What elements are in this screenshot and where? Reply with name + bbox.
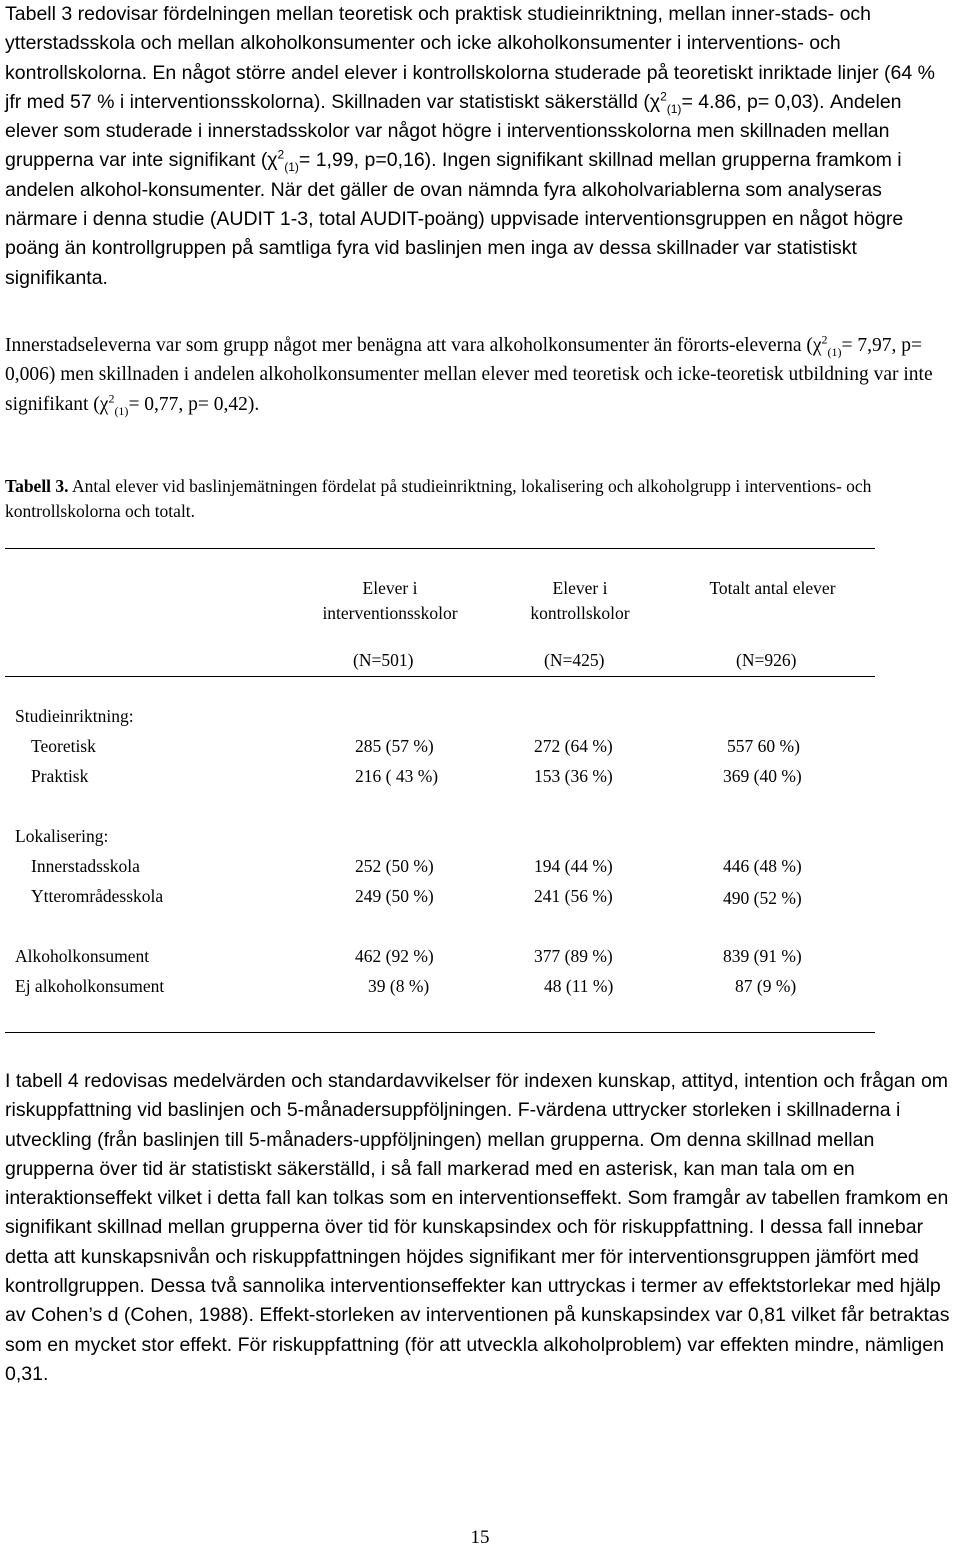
column-header-total bbox=[680, 576, 865, 601]
row-label: Alkoholkonsument bbox=[15, 946, 150, 966]
degrees-of-freedom-subscript: (1) bbox=[666, 101, 682, 116]
table-cell: 249 (50 %) bbox=[355, 886, 434, 906]
degrees-of-freedom-subscript: (1) bbox=[827, 344, 842, 359]
table-cell: 369 (40 %) bbox=[723, 766, 802, 786]
paragraph-1-text-b: = 4.86, p= 0,03). Andelen elever som studerade i innerstadsskolor var något högre i interventionsskolorna men skillnaden mellan grupperna var inte signifikant (χ bbox=[5, 90, 902, 172]
table-bottom-rule bbox=[5, 1032, 875, 1033]
section-title-study-orientation: Studieinriktning: bbox=[15, 706, 134, 726]
column-n-total: (N=926) bbox=[736, 650, 797, 670]
chi-square-superscript: 2 bbox=[660, 89, 667, 104]
paragraph-1-text-a: Tabell 3 redovisar fördelningen mellan teoretisk och praktisk studieinriktning, mellan inner-stads- och ytterstadsskola och mellan alkoholkonsumenter och icke alkoholkonsumenter i interventions- och kontrollskolorna. En något större andel elever i kontrollskolorna studerade på teoretiskt inriktade linjer (64 % jfr med 57 % i interventionsskolorna). Skillnaden var statistiskt säkerställd (χ bbox=[5, 3, 935, 113]
table-header-rule bbox=[5, 676, 875, 677]
paragraph-2-text-a: Innerstadseleverna var som grupp något mer benägna att vara alkoholkonsumenter än förorts-eleverna (χ bbox=[5, 335, 822, 356]
paragraph-2-text-b: = 7,97, p= 0,006) men skillnaden i andelen alkoholkonsumenter mellan elever med teoretisk och icke-teoretisk utbildning var inte signifikant (χ bbox=[5, 335, 933, 415]
table-cell: 462 (92 %) bbox=[355, 946, 434, 966]
table-top-rule bbox=[5, 548, 875, 549]
table-cell: 194 (44 %) bbox=[534, 856, 613, 876]
body-paragraph-3: I tabell 4 redovisas medelvärden och standardavvikelser för indexen kunskap, attityd, intention och frågan om riskuppfattning vid baslinjen och 5-månadersuppföljningen. F-värdena uttrycker storleken i skillnaderna i utveckling (från baslinjen till 5-månaders-uppföljningen) mellan grupperna. Om denna skillnad mellan grupperna över tid är statistiskt säkerställd, i så fall markerad med en asterisk, kan man tala om en interaktionseffekt vilket i detta fall kan tolkas som en interventionseffekt. Som framgår av tabellen framkom en signifikant skillnad mellan grupperna över tid för kunskapsindex och för riskuppfattning. I dessa fall innebar detta att kunskapsnivån och riskuppfattningen höjdes signifikant mer för interventionsgruppen jämfört med kontrollgruppen. Dessa två sannolika interventionseffekter kan uttryckas i termer av effektstorlekar med hjälp av Cohen’s d (Cohen, 1988). Effekt-storleken av interventionen på kunskapsindex var 0,81 vilket får betraktas som en mycket stor effekt. För riskuppfattning (för att utveckla alkoholproblem) var effekten mindre, nämligen 0,31. bbox=[5, 1070, 950, 1385]
table-cell: 839 (91 %) bbox=[723, 946, 802, 966]
column-header-intervention bbox=[305, 576, 475, 626]
table-cell: 39 (8 %) bbox=[368, 976, 430, 996]
table-cell: 377 (89 %) bbox=[534, 946, 613, 966]
chi-square-superscript: 2 bbox=[277, 147, 285, 162]
table-cell: 490 (52 %) bbox=[723, 888, 802, 908]
column-header-line: Elever i bbox=[552, 578, 608, 598]
page-number: 15 bbox=[470, 1527, 490, 1548]
table-cell: 446 (48 %) bbox=[723, 856, 802, 876]
table-caption-label: Tabell 3. bbox=[5, 476, 69, 496]
chi-square-superscript: 2 bbox=[108, 391, 115, 406]
row-label: Teoretisk bbox=[31, 736, 96, 756]
column-header-line: kontrollskolor bbox=[530, 603, 630, 623]
section-title-location: Lokalisering: bbox=[15, 826, 109, 846]
row-label: Ej alkoholkonsument bbox=[15, 976, 165, 996]
table-cell: 153 (36 %) bbox=[534, 766, 613, 786]
table-cell: 285 (57 %) bbox=[355, 736, 434, 756]
table-cell: 241 (56 %) bbox=[534, 886, 613, 906]
table-caption-text: Antal elever vid baslinjemätningen fördelat på studieinriktning, lokalisering och alkoholgrupp i interventions- och kontrollskolorna och totalt. bbox=[5, 476, 872, 521]
table-cell: 87 (9 %) bbox=[735, 976, 797, 996]
table-cell: 216 ( 43 %) bbox=[355, 766, 439, 786]
degrees-of-freedom-subscript: (1) bbox=[284, 160, 299, 175]
column-header-control bbox=[495, 576, 665, 626]
table-cell: 252 (50 %) bbox=[355, 856, 434, 876]
table-cell: 48 (11 %) bbox=[544, 976, 614, 996]
column-n-intervention: (N=501) bbox=[353, 650, 414, 670]
column-header-line: Totalt antal elever bbox=[709, 578, 836, 598]
column-n-control: (N=425) bbox=[544, 650, 605, 670]
row-label: Praktisk bbox=[31, 766, 89, 786]
table-cell: 557 60 %) bbox=[727, 736, 800, 756]
chi-square-superscript: 2 bbox=[821, 332, 828, 347]
paragraph-1-text-c: = 1,99, p=0,16). Ingen signifikant skillnad mellan grupperna framkom i andelen alkohol-konsumenter. När det gäller de ovan nämnda fyra alkoholvariablerna som analyseras närmare i denna studie (AUDIT 1-3, total AUDIT-poäng) uppvisade interventionsgruppen en något högre poäng än kontrollgruppen på samtliga fyra vid baslinjen men inga av dessa skillnader var statistiskt signifikanta. bbox=[5, 149, 904, 289]
table-cell: 272 (64 %) bbox=[534, 736, 613, 756]
row-label: Innerstadsskola bbox=[31, 856, 140, 876]
column-header-line: Elever i bbox=[362, 578, 418, 598]
column-header-line: interventionsskolor bbox=[322, 603, 458, 623]
row-label: Ytterområdesskola bbox=[31, 886, 164, 906]
paragraph-2-text-c: = 0,77, p= 0,42). bbox=[128, 393, 260, 415]
degrees-of-freedom-subscript: (1) bbox=[114, 403, 129, 418]
